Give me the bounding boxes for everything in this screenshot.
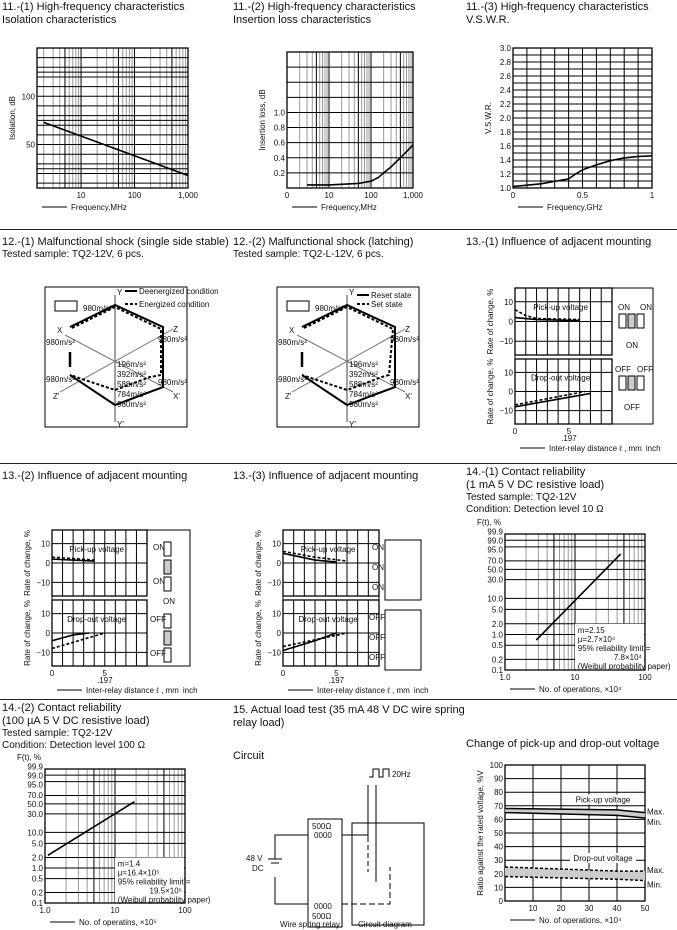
weibull-note: m=1.4 (117, 859, 141, 869)
y-axis-label: Insertion loss, dB (258, 89, 267, 151)
contact-reliability-chart-1 (466, 518, 677, 700)
y-tick-label: 30.0 (487, 575, 503, 585)
y-tick-label: 10 (272, 539, 281, 549)
y-axis-label: Rate of change, % (254, 530, 263, 596)
accel-label: 980m/s² (390, 378, 419, 387)
y-tick-label: 50 (494, 829, 503, 838)
divider (0, 463, 677, 464)
mounting-icon-on (618, 303, 652, 350)
x-tick-sublabel: .197 (96, 676, 113, 685)
chart-title-12-1 (2, 236, 229, 261)
y-tick-label: 90 (494, 774, 503, 784)
y-tick-label: 99.0 (487, 536, 503, 546)
curve-annotation: Drop-out voltage (67, 614, 127, 624)
axis-label-x-prime: X' (405, 392, 412, 401)
x-axis-label: Frequency,MHz (321, 203, 377, 212)
y-tick-label: 0.4 (273, 153, 285, 163)
accel-label: 980m/s² (278, 338, 307, 347)
weibull-note: m=2.15 (577, 625, 605, 635)
adjacent-mounting-chart-3 (232, 522, 462, 700)
y-tick-label: 10 (504, 368, 513, 378)
scale-label: 588m/s² (117, 380, 146, 389)
x-tick-label: 0 (284, 191, 290, 200)
icon-label: ON (163, 597, 175, 606)
y-tick-label: 1.8 (499, 128, 511, 137)
x-axis-label: Inter-relay distance ℓ , mm (549, 444, 642, 453)
legend-set: Set state (371, 300, 403, 309)
x-tick-sublabel: .197 (328, 676, 345, 685)
y-tick-label: −10 (36, 578, 50, 588)
axis-label-x: X (289, 326, 295, 335)
mounting-icon-vertical (150, 542, 175, 662)
y-axis-label: Rate of change, % (23, 600, 32, 666)
axis-label-y: Y (117, 288, 123, 297)
weibull-note: 95% reliability limit = (577, 643, 651, 653)
y-tick-label: 0 (276, 629, 281, 638)
title-line: 11.-(1) High-frequency characteristics (2, 1, 185, 13)
y-tick-label: 70.0 (27, 791, 43, 801)
x-tick-label: 10 (76, 191, 86, 200)
adjacent-mounting-chart-2 (0, 522, 232, 700)
y-tick-label: −10 (267, 578, 281, 588)
legend-max: Max. (647, 807, 665, 817)
y-tick-label: 0.5 (31, 874, 43, 884)
circuit-diagram (240, 767, 440, 927)
adjacent-mounting-chart-1 (466, 280, 677, 460)
weibull-note: µ=16.4×10⁵ (117, 868, 160, 878)
scale-label: 784m/s² (117, 390, 146, 399)
y-tick-label: 0 (276, 559, 281, 568)
icon-label: ON (372, 583, 384, 592)
accel-label: 980m/s² (158, 378, 187, 387)
curve-annotation: Pick-up voltage (69, 544, 125, 554)
weibull-note: µ=2.7×10⁴ (577, 634, 616, 644)
x-tick-label: 20 (556, 904, 566, 913)
icon-label: ON (626, 341, 638, 350)
chart-title-13-3 (233, 470, 418, 483)
icon-label: ON (153, 577, 165, 586)
x-tick-label: 0.5 (576, 191, 589, 200)
y-tick-label: 1.0 (31, 864, 43, 874)
chart-title-12-2 (233, 236, 413, 261)
series-weibull-fit (48, 802, 135, 856)
x-tick-label: 0 (280, 669, 286, 678)
icon-label: OFF (369, 613, 385, 622)
title-line: 13.-(1) Influence of adjacent mounting (466, 236, 652, 248)
x-axis-unit: inch (413, 686, 429, 695)
scale-label: 980m/s² (117, 400, 146, 409)
scale-label: 196m/s² (117, 360, 146, 369)
weibull-note: (Weibull probability paper) (577, 661, 671, 671)
scale-label: 392m/s² (349, 370, 378, 379)
y-tick-label: 2.8 (499, 58, 511, 67)
x-axis-unit: inch (182, 686, 198, 695)
condition-line: Condition: Detection level 100 Ω (2, 740, 146, 751)
y-tick-label: 0 (45, 629, 50, 638)
vswr-chart (466, 40, 677, 225)
icon-label: OFF (637, 365, 653, 374)
y-tick-label: −10 (267, 648, 281, 658)
y-tick-label: 5.0 (31, 839, 43, 849)
curve-annotation: Drop-out voltage (531, 373, 591, 383)
title-line: 11.-(2) High-frequency characteristics (233, 1, 416, 13)
resistor-label: 500Ω (312, 822, 332, 831)
x-tick-label: 30 (584, 904, 594, 913)
source-voltage-label: 48 V (246, 854, 263, 863)
y-tick-label: 0.1 (31, 899, 43, 908)
title-line: 11.-(3) High-frequency characteristics (466, 1, 649, 13)
axis-label-z-prime: Z' (53, 392, 60, 401)
x-tick-label: 1,000 (177, 191, 199, 200)
x-tick-label: 100 (364, 191, 378, 200)
curve-annotation: Pick-up voltage (300, 544, 356, 554)
scale-label: 980m/s² (349, 400, 378, 409)
y-axis-label: F(t), % (17, 753, 41, 762)
title-line: 14.-(1) Contact reliability (466, 466, 586, 478)
y-tick-label: 0 (45, 559, 50, 568)
x-tick-label: 1.0 (499, 673, 511, 682)
y-tick-label: 2.2 (499, 100, 511, 109)
chart-title-15 (233, 704, 465, 730)
caption-wire-spring-relay: Wire spring relay (280, 920, 341, 929)
y-tick-label: 2.4 (499, 86, 511, 95)
axis-label-z: Z (173, 325, 178, 334)
x-tick-label: 0 (512, 427, 518, 436)
legend-energized: Energized condition (139, 300, 210, 309)
y-tick-label: 10 (494, 883, 503, 893)
y-tick-label: 95.0 (27, 780, 43, 790)
x-axis-label: Frequency,GHz (547, 203, 603, 212)
chart-title-14-1 (466, 466, 604, 516)
y-tick-label: 20 (494, 869, 503, 879)
icon-label: OFF (150, 649, 166, 658)
y-tick-label: 2.0 (31, 853, 43, 863)
y-tick-label: 5.0 (491, 605, 503, 615)
y-axis-label: F(t), % (477, 518, 501, 527)
legend-min: Min. (647, 818, 663, 828)
y-axis-label: Rate of change, % (486, 288, 495, 355)
accel-label: 980m/s² (158, 335, 187, 344)
coil-label: 0000 (314, 902, 332, 911)
title-line: 12.-(2) Malfunctional shock (latching) (233, 236, 414, 248)
y-tick-label: 1.0 (499, 184, 511, 193)
y-tick-label: 0.1 (491, 666, 503, 675)
y-tick-label: 10 (41, 609, 50, 619)
axis-label-y-prime: Y' (349, 420, 356, 429)
scale-label: 392m/s² (117, 370, 146, 379)
condition-line: Condition: Detection level 10 Ω (466, 504, 604, 515)
x-axis-label: No. of operations, ×10⁴ (539, 916, 622, 925)
y-tick-label: 1.0 (273, 108, 285, 118)
y-tick-label: 1.6 (499, 142, 511, 151)
weibull-note: 19.5×10⁵ (149, 886, 182, 896)
x-tick-label: 100 (638, 673, 652, 682)
axis-label-z: Z (405, 325, 410, 334)
y-axis-label: Rate of change, % (23, 530, 32, 596)
accel-label: 980m/s² (46, 375, 75, 384)
x-axis-unit: inch (645, 444, 661, 453)
icon-label: ON (372, 563, 384, 572)
chart-title-change: Change of pick-up and drop-out voltage (466, 738, 660, 750)
y-tick-label: 30.0 (27, 809, 43, 819)
scale-label: 588m/s² (349, 380, 378, 389)
axis-label-x-prime: X' (173, 392, 180, 401)
relay-orientation-icon (287, 301, 309, 311)
sample-line: Tested sample: TQ2-12V (2, 728, 113, 739)
y-axis-label: Rate of change, % (254, 600, 263, 666)
y-tick-label: −10 (499, 337, 513, 347)
y-axis-label: Rate of change, % (486, 358, 495, 425)
resistor-label: 500Ω (312, 912, 332, 921)
y-tick-label: 10 (504, 297, 513, 307)
accel-label: 980m/s² (390, 335, 419, 344)
x-tick-label: 40 (612, 904, 622, 913)
axis-label-z-prime: Z' (285, 392, 292, 401)
legend-min: Min. (647, 880, 663, 890)
accel-label: 980m/s² (315, 304, 344, 313)
x-tick-label: 100 (127, 191, 142, 200)
y-tick-label: 50 (26, 140, 35, 150)
title-line: 12.-(1) Malfunctional shock (single side stable) (2, 236, 229, 248)
insertion-loss-chart (232, 40, 457, 225)
subtitle-line: (1 mA 5 V DC resistive load) (466, 479, 605, 491)
y-tick-label: 2.0 (491, 619, 503, 629)
icon-label: OFF (615, 365, 631, 374)
y-tick-label: 0.5 (491, 641, 503, 651)
subtitle-line: Insertion loss characteristics (233, 14, 372, 26)
shock-diagram-single-side-stable (45, 287, 219, 429)
y-tick-label: 99.9 (487, 527, 503, 537)
y-tick-label: 0 (508, 317, 513, 327)
band-label: Pick-up voltage (575, 795, 631, 805)
y-tick-label: 1.2 (499, 170, 511, 179)
y-tick-label: 99.9 (27, 762, 43, 772)
mounting-icon-off (615, 365, 653, 412)
y-tick-label: 70 (494, 801, 503, 811)
y-tick-label: 3.0 (499, 44, 511, 53)
x-tick-label: 10 (528, 904, 538, 913)
x-tick-label: 5 (334, 669, 339, 678)
series-dropout-solid (515, 393, 590, 406)
accel-label: 980m/s² (278, 375, 307, 384)
icon-label: OFF (150, 615, 166, 624)
y-tick-label: 0.8 (273, 123, 285, 133)
title-line: 15. Actual load test (35 mA 48 V DC wire spring (233, 704, 465, 716)
sample-line: Tested sample: TQ2-L-12V, 6 pcs. (233, 249, 384, 260)
sample-line: Tested sample: TQ2-12V (466, 492, 577, 503)
chart-title-11-3 (466, 1, 649, 27)
x-axis-label: No. of operations, ×10⁴ (539, 685, 622, 694)
divider (0, 229, 677, 230)
icon-label: ON (618, 303, 630, 312)
x-tick-label: 10 (110, 906, 120, 915)
y-tick-label: 30 (494, 856, 503, 866)
chart-title-11-1 (2, 1, 185, 27)
x-tick-label: 5 (566, 427, 572, 436)
x-tick-label: 1,000 (402, 191, 424, 200)
y-tick-label: −10 (36, 648, 50, 658)
y-tick-label: 0.2 (273, 168, 285, 178)
x-tick-label: 10 (570, 673, 580, 682)
y-tick-label: 1.0 (491, 630, 503, 640)
icon-label: OFF (624, 403, 640, 412)
y-tick-label: 100 (489, 761, 503, 770)
curve-annotation: Pick-up voltage (533, 303, 588, 313)
y-tick-label: 2.6 (499, 72, 511, 81)
y-axis-label: Ratio against the rated voltage, %V (476, 770, 485, 896)
x-axis-label: Inter-relay distance ℓ , mm (317, 686, 410, 695)
icon-label: ON (640, 303, 652, 312)
icon-label: ON (372, 543, 384, 552)
x-tick-label: 0 (510, 191, 516, 200)
y-tick-label: 70.0 (487, 556, 503, 566)
subtitle-line: V.S.W.R. (466, 14, 510, 26)
circuit-box (352, 823, 424, 925)
y-tick-label: 0.2 (491, 655, 503, 665)
x-tick-label: 1 (649, 191, 655, 200)
icon-label: OFF (369, 653, 385, 662)
x-tick-label: 50 (640, 904, 650, 913)
mounting-icon-grid (369, 540, 421, 670)
pickup-dropout-chart (466, 757, 677, 930)
accel-label: 980m/s² (83, 304, 112, 313)
y-tick-label: 10 (41, 539, 50, 549)
scale-label: 784m/s² (349, 390, 378, 399)
x-tick-label: 10 (324, 191, 334, 200)
circuit-label: Circuit (233, 750, 265, 762)
y-tick-label: 99.0 (27, 771, 43, 781)
y-tick-label: 0 (498, 897, 503, 906)
sample-line: Tested sample: TQ2-12V, 6 pcs. (2, 249, 144, 260)
icon-label: OFF (369, 633, 385, 642)
legend-deenergized: Deenergized condition (139, 287, 219, 296)
y-tick-label: 0.2 (31, 888, 43, 898)
title-line: 13.-(2) Influence of adjacent mounting (2, 470, 188, 482)
weibull-note: 95% reliability limit = (117, 877, 191, 887)
legend-reset: Reset state (371, 291, 412, 300)
subtitle-line: Isolation characteristics (2, 14, 117, 26)
x-tick-label: 100 (178, 906, 192, 915)
y-axis-label: V.S.W.R. (484, 102, 493, 134)
chart-title-14-2 (2, 702, 150, 752)
shock-diagram-latching (277, 287, 419, 427)
y-tick-label: 50.0 (487, 565, 503, 575)
y-tick-label: 10 (272, 609, 281, 619)
icon-label: ON (153, 543, 165, 552)
y-tick-label: 80 (494, 788, 503, 798)
subtitle-line: (100 µA 5 V DC resistive load) (2, 715, 150, 727)
x-axis-label: Frequency,MHz (71, 203, 127, 212)
x-tick-label: 1.0 (39, 906, 51, 915)
y-tick-label: 95.0 (487, 545, 503, 555)
y-tick-label: 0.6 (273, 138, 285, 148)
y-tick-label: 10.0 (487, 594, 503, 604)
coil-label: 0000 (314, 831, 332, 840)
axis-label-y: Y (349, 288, 355, 297)
legend-max: Max. (647, 866, 665, 876)
curve-annotation: Drop-out voltage (298, 614, 358, 624)
x-axis-label: No. of operatins, ×10⁵ (79, 918, 157, 927)
x-tick-sublabel: .197 (561, 434, 577, 443)
weibull-note: 7.8×10⁴ (613, 652, 642, 662)
y-tick-label: 10.0 (27, 828, 43, 838)
relay-orientation-icon (55, 301, 77, 311)
isolation-chart (0, 40, 225, 225)
y-axis-label: Isolation, dB (8, 95, 17, 141)
series-dropout-dashed (52, 633, 105, 649)
x-axis-label: Inter-relay distance ℓ , mm (86, 686, 179, 695)
contact-reliability-chart-2 (0, 753, 232, 930)
y-tick-label: 40 (494, 842, 503, 852)
title-line: relay load) (233, 717, 285, 729)
x-tick-label: 0 (49, 669, 55, 678)
accel-label: 980m/s² (46, 338, 75, 347)
y-tick-label: 50.0 (27, 800, 43, 810)
y-tick-label: 100 (21, 92, 35, 102)
scale-label: 196m/s² (349, 360, 378, 369)
pulse-icon (369, 769, 389, 777)
chart-title-13-2 (2, 470, 187, 483)
title-line: 14.-(2) Contact reliability (2, 702, 122, 714)
series-pickup-solid (283, 553, 336, 562)
y-tick-label: 0 (508, 387, 513, 397)
y-tick-label: 1.4 (499, 156, 511, 165)
chart-title-13-1 (466, 236, 651, 249)
band-label: Drop-out voltage (573, 854, 633, 863)
y-tick-label: 2.0 (499, 114, 511, 123)
y-tick-label: −10 (499, 406, 513, 416)
title-line: 13.-(3) Influence of adjacent mounting (233, 470, 419, 482)
source-type-label: DC (252, 864, 264, 873)
y-tick-label: 60 (494, 815, 503, 825)
axis-label-y-prime: Y' (117, 420, 124, 429)
axis-label-x: X (57, 326, 63, 335)
x-tick-label: 5 (102, 669, 108, 678)
plot-frame (287, 52, 413, 188)
weibull-note: (Weibull probability paper) (117, 895, 211, 905)
chart-title-11-2 (233, 1, 416, 27)
caption-circuit-diagram: Circuit diagram (358, 920, 412, 929)
frequency-label: 20Hz (392, 770, 411, 779)
